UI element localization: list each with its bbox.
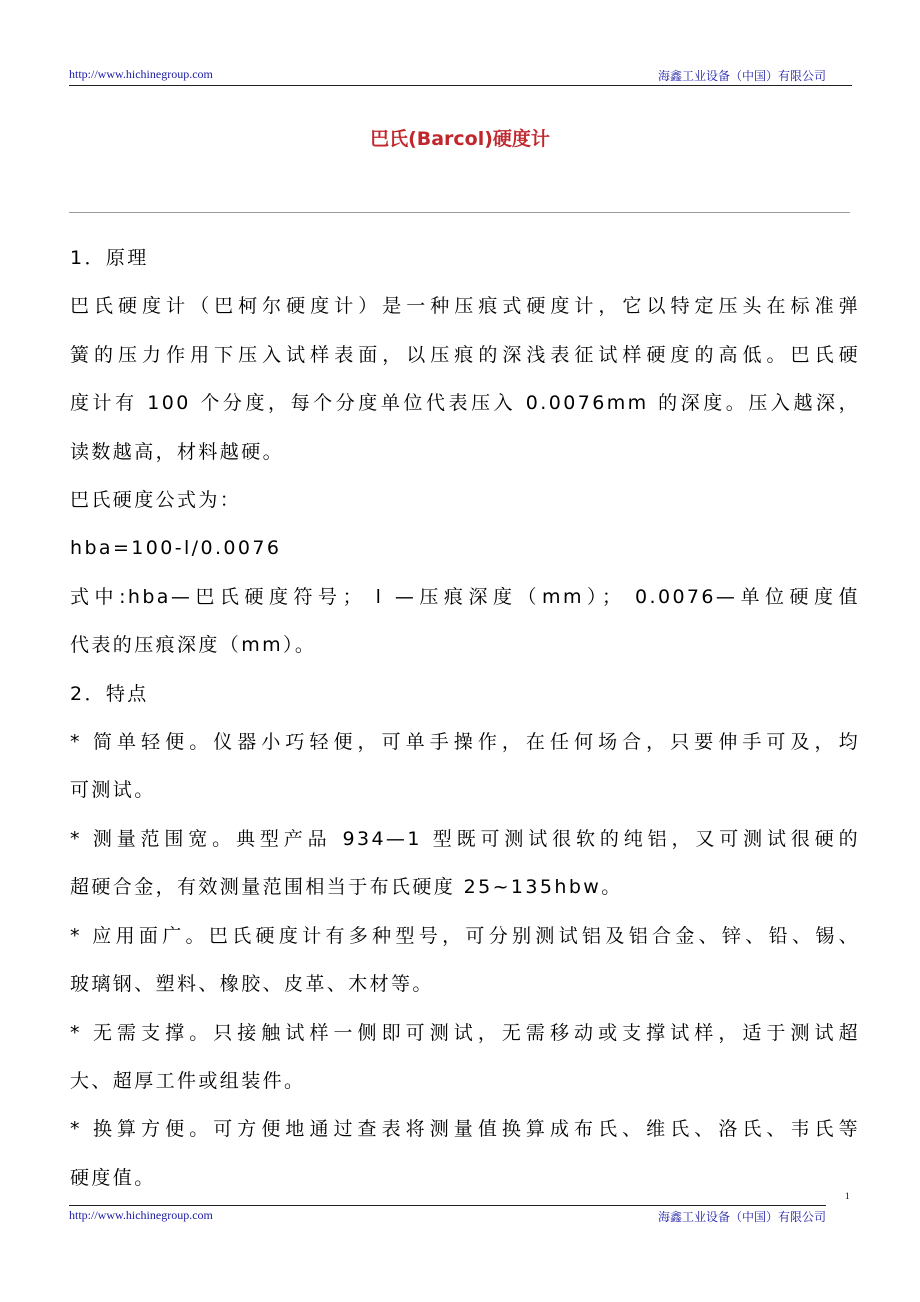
title-separator xyxy=(69,212,850,213)
feature-item: * 简单轻便。仪器小巧轻便，可单手操作，在任何场合，只要伸手可及，均 xyxy=(70,731,860,754)
feature-item: * 换算方便。可方便地通过查表将测量值换算成布氏、维氏、洛氏、韦氏等 xyxy=(70,1118,860,1141)
feature-item: 玻璃钢、塑料、橡胶、皮革、木材等。 xyxy=(70,973,434,996)
feature-item: 超硬合金，有效测量范围相当于布氏硬度 25~135hbw。 xyxy=(70,876,623,899)
page-number: 1 xyxy=(845,1191,850,1201)
document-title: 巴氏(Barcol)硬度计 xyxy=(370,128,550,150)
header-company: 海鑫工业设备（中国）有限公司 xyxy=(657,69,826,83)
formula: hba=100-l/0.0076 xyxy=(70,537,282,560)
formula-legend: 式中:hba—巴氏硬度符号； l —压痕深度（mm）； 0.0076—单位硬度值 xyxy=(70,585,860,608)
body-line: 读数越高，材料越硬。 xyxy=(70,440,285,463)
feature-item: 大、超厚工件或组装件。 xyxy=(70,1069,306,1092)
footer-url[interactable]: http://www.hichinegroup.com xyxy=(69,1208,213,1222)
section-heading-principle: 1．原理 xyxy=(70,247,149,269)
body-line: 簧的压力作用下压入试样表面，以压痕的深浅表征试样硬度的高低。巴氏硬 xyxy=(70,343,860,366)
page-footer xyxy=(69,1208,826,1224)
body-line: 度计有 100 个分度，每个分度单位代表压入 0.0076mm 的深度。压入越深， xyxy=(70,392,860,415)
footer-company: 海鑫工业设备（中国）有限公司 xyxy=(657,1210,826,1224)
page-header xyxy=(69,67,826,83)
formula-label: 巴氏硬度公式为： xyxy=(70,489,242,512)
body-line: 巴氏硬度计（巴柯尔硬度计）是一种压痕式硬度计，它以特定压头在标准弹 xyxy=(70,295,860,318)
feature-item: * 无需支撑。只接触试样一侧即可测试，无需移动或支撑试样，适于测试超 xyxy=(70,1021,860,1044)
feature-item: * 测量范围宽。典型产品 934—1 型既可测试很软的纯铝，又可测试很硬的 xyxy=(70,827,860,850)
section-heading-features: 2．特点 xyxy=(70,682,149,705)
feature-item: * 应用面广。巴氏硬度计有多种型号，可分别测试铝及铝合金、锌、铅、锡、 xyxy=(70,924,860,947)
feature-item: 可测试。 xyxy=(70,779,156,802)
header-url[interactable]: http://www.hichinegroup.com xyxy=(69,67,213,81)
feature-item: 硬度值。 xyxy=(70,1166,156,1189)
header-rule xyxy=(69,85,852,86)
footer-rule xyxy=(69,1205,826,1206)
document-body xyxy=(70,234,860,1202)
formula-legend: 代表的压痕深度（mm）。 xyxy=(70,634,317,657)
